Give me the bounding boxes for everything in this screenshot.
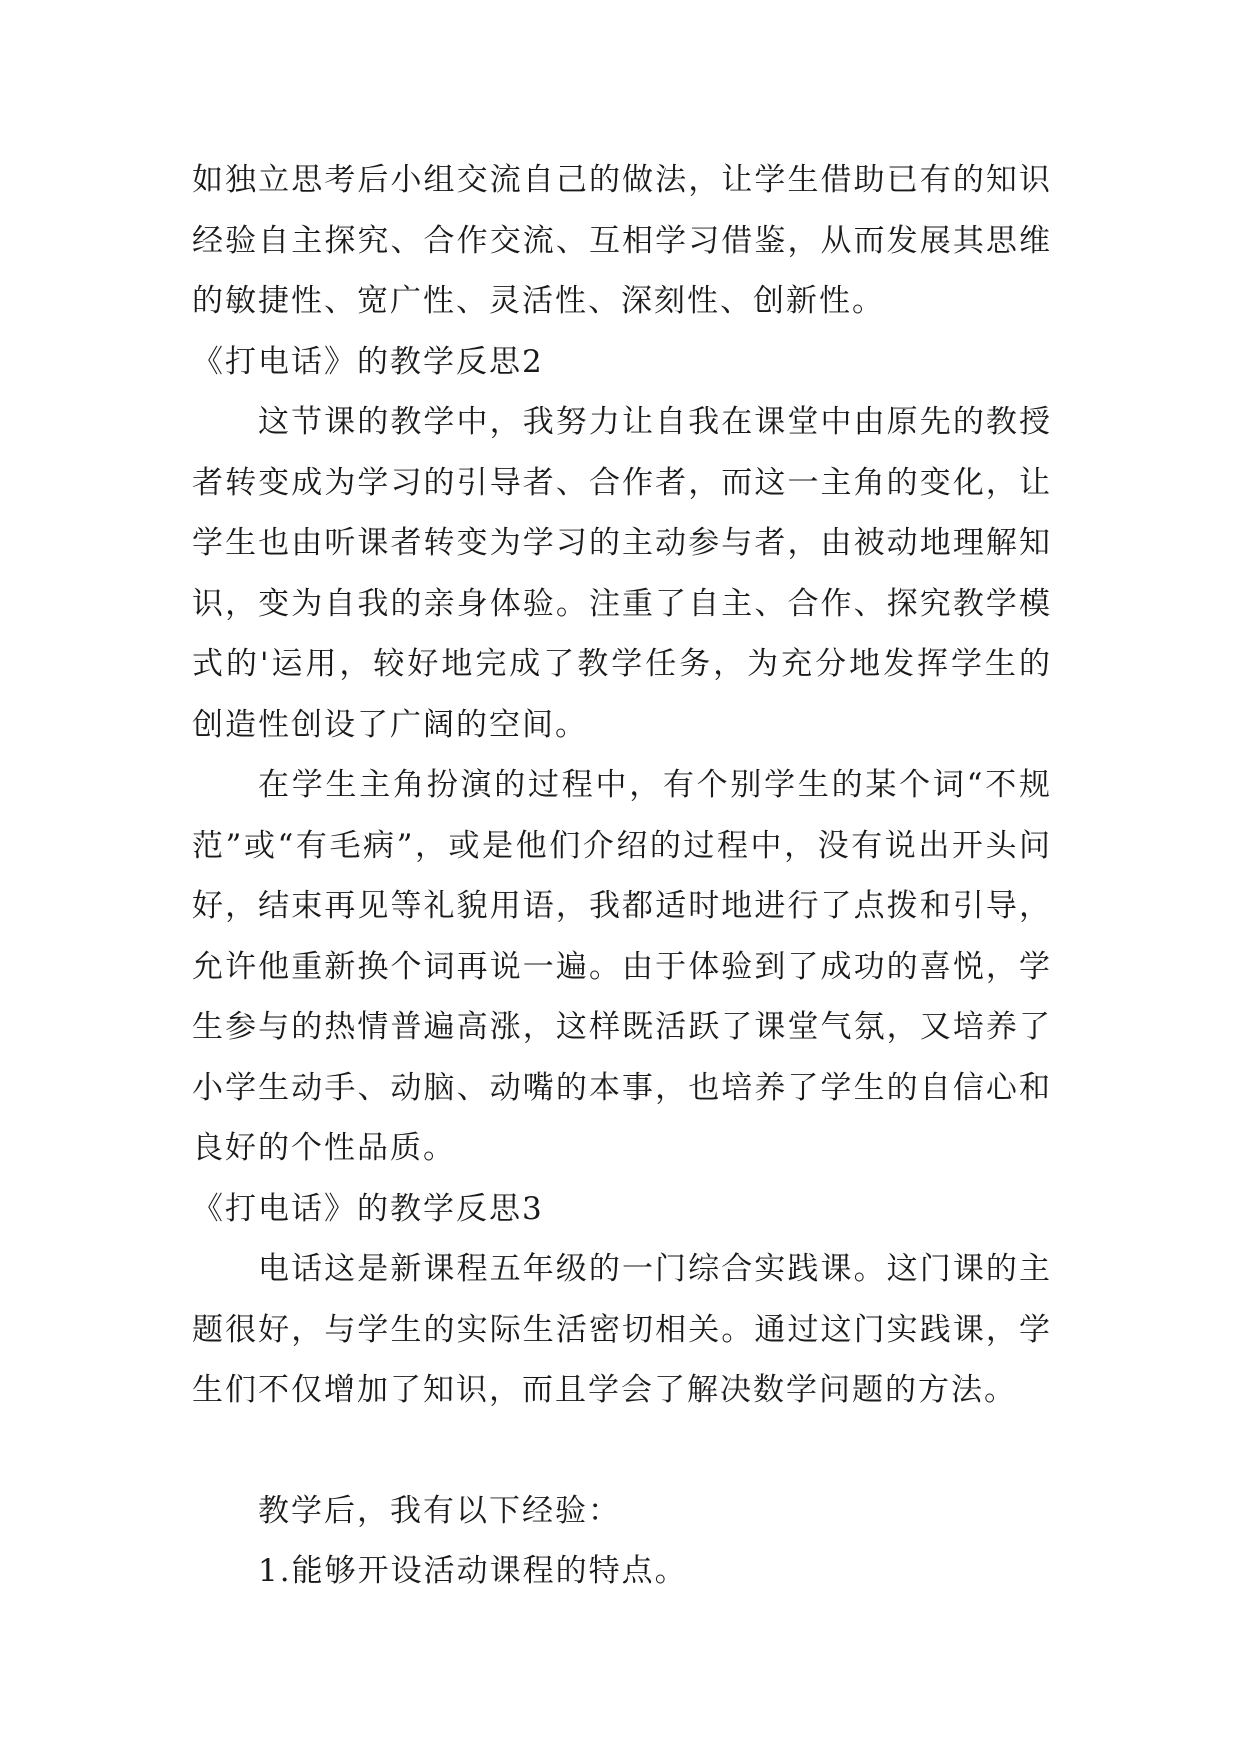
section-3-paragraph-1: 电话这是新课程五年级的一门综合实践课。这门课的主题很好，与学生的实际生活密切相关。通过这门实践课，学生们不仅增加了知识，而且学会了解决数学问题的方法。 xyxy=(192,1251,1052,1408)
section-heading-3: 《打电话》的教学反思3 xyxy=(192,1190,544,1227)
intro-paragraph: 如独立思考后小组交流自己的做法，让学生借助已有的知识经验自主探究、合作交流、互相学习借鉴，从而发展其思维的敏捷性、宽广性、灵活性、深刻性、创新性。 xyxy=(192,162,1052,319)
section-3-paragraph-2: 教学后，我有以下经验： xyxy=(258,1492,621,1529)
section-heading-2: 《打电话》的教学反思2 xyxy=(192,343,544,380)
section-2-paragraph-2: 在学生主角扮演的过程中，有个别学生的某个词“不规范”或“有毛病”，或是他们介绍的过程中，没有说出开头问好，结束再见等礼貌用语，我都适时地进行了点拨和引导，允许他重新换个词再说一遍。由于体验到了成功的喜悦，学生参与的热情普遍高涨，这样既活跃了课堂气氛，又培养了小学生动手、动脑、动嘴的本事，也培养了学生的自信心和良好的个性品质。 xyxy=(192,767,1052,1166)
paragraph-gap xyxy=(192,1421,1052,1481)
section-2-paragraph-1: 这节课的教学中，我努力让自我在课堂中由原先的教授者转变成为学习的引导者、合作者，而这一主角的变化，让学生也由听课者转变为学习的主动参与者，由被动地理解知识，变为自我的亲身体验。注重了自主、合作、探究教学模式的'运用，较好地完成了教学任务，为充分地发挥学生的创造性创设了广阔的空间。 xyxy=(192,404,1052,743)
section-3-list-item-1: 1.能够开设活动课程的特点。 xyxy=(258,1553,688,1589)
document-page xyxy=(192,150,1052,1602)
